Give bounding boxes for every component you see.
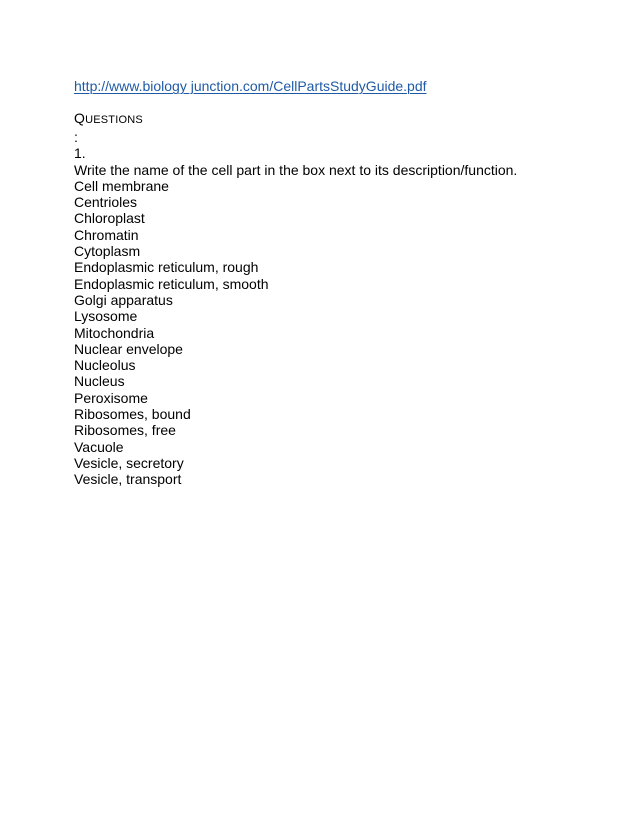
list-item: Cell membrane: [74, 177, 169, 194]
list-item: Nucleolus: [74, 357, 136, 374]
list-item: Endoplasmic reticulum, smooth: [74, 275, 269, 292]
cell-parts-list: [74, 178, 594, 488]
list-item: Golgi apparatus: [74, 291, 173, 308]
list-item: Cytoplasm: [74, 243, 141, 260]
list-item: Ribosomes, free: [74, 422, 176, 439]
list-item: Mitochondria: [74, 324, 155, 341]
list-item: Nuclear envelope: [74, 340, 183, 357]
question-number: 1.: [74, 145, 86, 162]
list-item: Vesicle, secretory: [74, 454, 184, 471]
question-instruction: Write the name of the cell part in the box next to its description/function.: [74, 161, 518, 178]
questions-heading-rest: UESTIONS: [85, 114, 143, 126]
list-item: Chloroplast: [74, 210, 145, 227]
document-content: [74, 77, 594, 488]
list-item: Ribosomes, bound: [74, 406, 191, 423]
questions-heading: [74, 109, 594, 129]
list-item: Endoplasmic reticulum, rough: [74, 259, 259, 276]
list-item: Lysosome: [74, 308, 138, 325]
study-guide-link[interactable]: http://www.biology junction.com/CellPartsStudyGuide.pdf: [74, 78, 427, 94]
questions-heading-initial: Q: [74, 110, 86, 126]
list-item: Vacuole: [74, 438, 124, 455]
list-item: Nucleus: [74, 373, 125, 390]
list-item: Chromatin: [74, 226, 139, 243]
heading-colon: :: [74, 129, 78, 145]
list-item: Vesicle, transport: [74, 471, 182, 488]
list-item: Peroxisome: [74, 389, 148, 406]
list-item: Centrioles: [74, 194, 138, 211]
